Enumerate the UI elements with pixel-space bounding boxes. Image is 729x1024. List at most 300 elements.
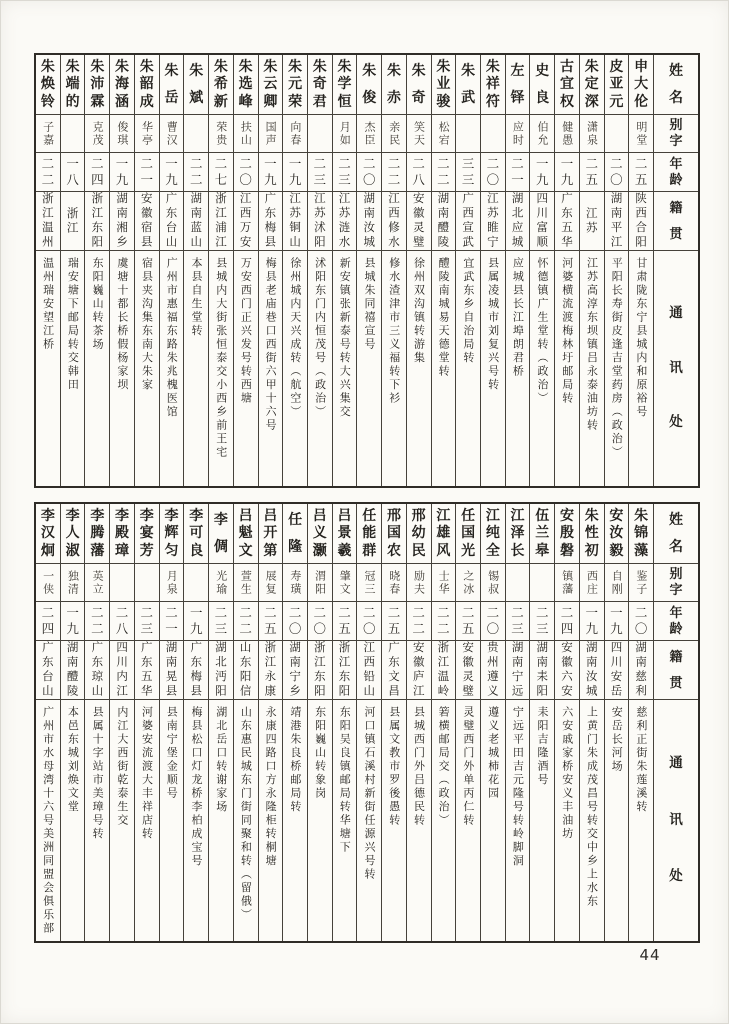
entry-address: 宁远平田吉元隆号转岭脚洞 [511,706,525,868]
entry-address: 县属凌城市刘复兴号转 [486,257,500,392]
entry-origin: 江西修水 [382,192,406,251]
entry-age: 二 〇 [357,153,381,192]
entry-name: 李 宴 芳 [135,504,159,564]
entry-column [84,504,109,941]
entry-origin: 四川富顺 [530,192,554,251]
entry-column [307,55,332,486]
entry-column [282,55,307,486]
entry-zi: 肇文 [333,564,357,602]
entry-zi [61,115,85,153]
header-column [653,55,698,486]
entry-zi: 士华 [432,564,456,602]
entry-address: 沭阳东门内恒茂号（政治） [313,257,327,419]
entry-origin: 安徽六安 [555,641,579,700]
entry-zi: 荣贵 [209,115,233,153]
entry-name: 史 良 [530,55,554,115]
entry-name: 朱 沛 霖 [85,55,109,115]
entry-name: 李 可 良 [184,504,208,564]
entry-age: 一 九 [530,153,554,192]
entry-origin: 陕西合阳 [629,192,653,251]
entry-age: 二 八 [110,602,134,641]
entry-address: 六安戚家桥安义丰油坊 [560,706,574,841]
entry-zi: 健愚 [555,115,579,153]
entry-address: 虞塘十都长桥假杨家坝 [115,257,129,392]
entry-address: 甘肃陇东宁县城内和原裕号 [634,257,648,419]
directory-table-top [34,53,700,488]
entry-origin: 山东阳信 [234,641,258,700]
entry-age: 二 二 [407,602,431,641]
entry-address: 箬横邮局交（政治） [437,706,451,828]
entry-age: 二 三 [530,602,554,641]
page-number: 44 [639,946,661,964]
entry-column [431,504,456,941]
entry-address: 东阳巍山转茶场 [91,257,105,352]
entry-origin: 广东五华 [555,192,579,251]
entry-column [628,55,653,486]
entry-zi [456,115,480,153]
entry-address: 瑞安塘下邮局转交韩田 [66,257,80,392]
entry-address: 耒阳吉隆酒号 [536,706,550,787]
entry-origin: 安徽灵璧 [456,641,480,700]
entry-address: 安岳长河场 [610,706,624,774]
entry-name: 朱 焕 铃 [36,55,60,115]
entry-origin: 湖北应城 [506,192,530,251]
entry-column [60,55,85,486]
entry-address: 醴陵南城易天德堂转 [437,257,451,379]
entry-zi: 明堂 [629,115,653,153]
zi-header: 别 字 [654,564,698,602]
entry-name: 朱 武 [456,55,480,115]
entry-name: 朱 奇 君 [308,55,332,115]
entry-column [258,55,283,486]
entry-age: 二 〇 [629,602,653,641]
entry-zi: 华亭 [135,115,159,153]
zi-header: 别 字 [654,115,698,153]
entry-zi: 国声 [259,115,283,153]
entry-name: 李 腾 藩 [85,504,109,564]
entry-origin: 湖南醴陵 [61,641,85,700]
entry-origin: 湖南汝城 [580,641,604,700]
entry-zi [530,564,554,602]
entry-age: 二 五 [580,153,604,192]
entry-column [36,504,60,941]
entry-name: 李 倜 [209,504,233,564]
entry-column [628,504,653,941]
entry-name: 吕 开 第 [259,504,283,564]
entry-name: 申 大 伦 [629,55,653,115]
entry-name: 朱 斌 [184,55,208,115]
entry-age: 二 五 [456,602,480,641]
entry-name: 江 纯 全 [481,504,505,564]
entry-age: 二 八 [407,153,431,192]
entry-zi [184,115,208,153]
entry-name: 朱 祥 符 [481,55,505,115]
entry-age: 二 一 [160,602,184,641]
entry-column [480,504,505,941]
entry-name: 任 国 光 [456,504,480,564]
entry-age: 二 二 [85,602,109,641]
entry-age: 二 〇 [308,602,332,641]
entry-address: 县属十字站市美璋号转 [91,706,105,841]
entry-zi: 一侠 [36,564,60,602]
entry-zi: 伯允 [530,115,554,153]
entry-column [208,504,233,941]
entry-address: 河口镇石溪村新街任源兴号转 [363,706,376,882]
entry-address: 梅县松口灯龙桥李柏成宝号 [189,706,203,868]
entry-address: 梅县老庙巷口西街六甲十六号 [264,257,278,433]
entry-age: 二 四 [85,153,109,192]
entry-name: 朱 选 峰 [234,55,258,115]
entry-column [233,504,258,941]
entry-zi: 向春 [283,115,307,153]
entry-age: 二 三 [308,153,332,192]
entry-name: 任 隆 [283,504,307,564]
entry-origin: 安徽宿县 [135,192,159,251]
entry-column [381,55,406,486]
entry-column [183,55,208,486]
entry-name: 朱 韶 成 [135,55,159,115]
entry-address: 平阳长寿街皮逢吉堂药房（政治） [610,257,624,460]
entry-name: 左 铎 [506,55,530,115]
entry-column [554,504,579,941]
entry-name: 朱 希 新 [209,55,233,115]
entry-address: 县城朱同禧宣号 [363,257,376,352]
entry-age: 二 〇 [605,153,629,192]
entry-origin: 浙江东阳 [333,641,357,700]
entry-address: 县城内大街张恒泰交小西乡前王宅 [214,257,228,460]
entry-address: 灵璧西门外单丙仁转 [461,706,475,828]
entry-age: 二 二 [382,153,406,192]
entry-age: 一 九 [184,602,208,641]
entry-zi: 克茂 [85,115,109,153]
entry-address: 河婆横流渡梅林圩邮局转 [560,257,574,406]
entry-origin: 江苏铜山 [283,192,307,251]
entry-address: 靖港朱良桥邮局转 [288,706,302,814]
entry-column [208,55,233,486]
entry-name: 江 雄 风 [432,504,456,564]
entry-age: 一 九 [160,153,184,192]
entry-column [134,504,159,941]
entry-zi: 扶山 [234,115,258,153]
entry-age: 二 三 [333,153,357,192]
entry-name: 朱 性 初 [580,504,604,564]
entry-age: 一 九 [61,602,85,641]
entry-address: 县属文教市罗後愚转 [387,706,401,828]
entry-name: 安 殷 磐 [555,504,579,564]
entry-name: 朱 海 涵 [110,55,134,115]
entry-zi: 英立 [85,564,109,602]
entry-column [455,504,480,941]
entry-name: 江 泽 长 [506,504,530,564]
entry-age: 二 三 [135,602,159,641]
entry-address: 内江大西街乾泰生交 [115,706,129,828]
entry-age: 二 二 [432,153,456,192]
entry-zi: 俊琪 [110,115,134,153]
entry-zi: 晓春 [382,564,406,602]
entry-zi [308,115,332,153]
entry-zi: 曹汉 [160,115,184,153]
entry-origin: 浙江 [61,192,85,251]
entry-address: 遵义老城柿花园 [486,706,500,801]
entry-zi [605,115,629,153]
entry-column [282,504,307,941]
origin-header: 籍 贯 [654,192,698,251]
entry-origin: 湖南耒阳 [530,641,554,700]
entry-address: 万安西门正兴发号转西塘 [239,257,253,406]
entry-zi: 笑天 [407,115,431,153]
entry-zi: 萱生 [234,564,258,602]
entry-zi [110,564,134,602]
entry-address: 湖北岳口转谢家场 [214,706,228,814]
entry-zi: 鉴子 [629,564,653,602]
entry-address: 新安镇张新泰号转大兴集交 [338,257,352,419]
entry-column [579,504,604,941]
entry-column [505,55,530,486]
entry-zi: 月如 [333,115,357,153]
entry-origin: 浙江温州 [36,192,60,251]
entry-age: 一 九 [259,153,283,192]
entry-name: 李 汉 炯 [36,504,60,564]
entry-address: 县城西门外吕德民转 [412,706,426,828]
entry-address: 县南宁堡金顺号 [165,706,179,801]
entry-address: 本县自生堂转 [189,257,203,338]
entry-column [529,55,554,486]
entry-column [406,504,431,941]
entry-address: 江苏高淳东坝镇吕永泰油坊转 [585,257,599,433]
entry-origin: 湖南平江 [605,192,629,251]
entry-column [332,504,357,941]
entry-origin: 湖南汝城 [357,192,381,251]
entry-name: 任 能 群 [357,504,381,564]
entry-origin: 安徽庐江 [407,641,431,700]
entry-address: 徐州城内天兴成转（航空） [288,257,302,419]
entry-age: 二 三 [506,602,530,641]
entry-zi: 励夫 [407,564,431,602]
entry-age: 二 〇 [357,602,381,641]
entry-column [258,504,283,941]
entry-age: 二 七 [209,153,233,192]
entry-address: 徐州双沟镇转游集 [412,257,426,365]
entry-age: 二 〇 [234,153,258,192]
entry-name: 朱 云 卿 [259,55,283,115]
entry-origin: 安徽灵璧 [407,192,431,251]
name-header: 姓 名 [654,55,698,115]
entry-origin: 广东五华 [135,641,159,700]
entry-column [505,504,530,941]
entry-origin: 湖南宁乡 [283,641,307,700]
entry-zi: 展复 [259,564,283,602]
entry-column [109,504,134,941]
entry-age: 二 二 [184,153,208,192]
entry-zi [506,564,530,602]
entry-age: 二 二 [432,602,456,641]
entry-name: 朱 俊 [357,55,381,115]
entry-zi [135,564,159,602]
entry-origin: 湖北沔阳 [209,641,233,700]
entry-origin: 广西宣武 [456,192,480,251]
entry-column [455,55,480,486]
entry-name: 李 辉 匀 [160,504,184,564]
entry-origin: 广东文昌 [382,641,406,700]
entry-age: 二 五 [382,602,406,641]
entry-column [381,504,406,941]
entry-column [431,55,456,486]
entry-origin: 湖南宁远 [506,641,530,700]
entry-age: 二 五 [333,602,357,641]
entry-origin: 浙江东阳 [308,641,332,700]
entry-name: 朱 岳 [160,55,184,115]
entry-zi: 渭阳 [308,564,332,602]
entry-column [579,55,604,486]
entry-zi: 潇泉 [580,115,604,153]
entry-name: 邢 幼 民 [407,504,431,564]
entry-age: 一 九 [110,153,134,192]
entry-origin: 江西万安 [234,192,258,251]
entry-origin: 四川内江 [110,641,134,700]
entry-origin: 江苏涟水 [333,192,357,251]
entry-age: 二 三 [209,602,233,641]
entry-origin: 江苏沭阳 [308,192,332,251]
entry-column [356,504,381,941]
entry-address: 温州瑞安望江桥 [41,257,55,352]
name-header: 姓 名 [654,504,698,564]
entry-column [233,55,258,486]
entry-name: 古 宜 权 [555,55,579,115]
entry-origin: 江西铅山 [357,641,381,700]
entry-age: 二 一 [135,153,159,192]
age-header: 年 龄 [654,153,698,192]
entry-name: 朱 元 荣 [283,55,307,115]
entry-origin: 广东梅县 [184,641,208,700]
entry-address: 本邑东城刘焕文堂 [66,706,80,814]
entry-zi: 光瑜 [209,564,233,602]
entry-origin: 湖南醴陵 [432,192,456,251]
entry-age: 一 九 [580,602,604,641]
entry-origin: 浙江温岭 [432,641,456,700]
entry-age: 二 一 [506,153,530,192]
address-header: 通 讯 处 [669,755,683,885]
entry-age: 二 四 [36,602,60,641]
entry-age: 二 二 [36,153,60,192]
entry-zi: 应时 [506,115,530,153]
entry-zi: 自刚 [605,564,629,602]
entry-zi: 独清 [61,564,85,602]
entry-origin: 湖南湘乡 [110,192,134,251]
entry-age: 一 九 [555,153,579,192]
entry-column [159,55,184,486]
entry-name: 李 人 淑 [61,504,85,564]
entry-origin: 四川安岳 [605,641,629,700]
entry-zi: 之冰 [456,564,480,602]
entry-origin: 浙江浦江 [209,192,233,251]
entry-column [529,504,554,941]
entry-age: 一 九 [605,602,629,641]
entry-column [332,55,357,486]
age-header: 年 龄 [654,602,698,641]
entry-column [60,504,85,941]
entry-name: 朱 奇 [407,55,431,115]
entry-age: 二 二 [234,602,258,641]
entry-origin: 江苏睢宁 [481,192,505,251]
entry-age: 一 九 [283,153,307,192]
entry-name: 伍 兰 皋 [530,504,554,564]
entry-column [159,504,184,941]
entry-name: 安 汝 毅 [605,504,629,564]
entry-name: 朱 端 的 [61,55,85,115]
entry-column [604,55,629,486]
entry-age: 二 〇 [481,153,505,192]
entry-origin: 广东台山 [36,641,60,700]
entry-name: 吕 景 羲 [333,504,357,564]
entry-address: 上黄门朱成茂昌号转交中乡上水东 [585,706,599,909]
entry-address: 广州市水母湾十六号美洲同盟会俱乐部 [41,706,55,936]
entry-name: 朱 锦 藻 [629,504,653,564]
entry-age: 二 五 [259,602,283,641]
entry-origin: 湖南慈利 [629,641,653,700]
entry-zi [481,115,505,153]
entry-origin: 湖南晃县 [160,641,184,700]
entry-age: 二 〇 [481,602,505,641]
entry-address: 东阳巍山转象岗 [313,706,327,801]
entry-origin: 广东台山 [160,192,184,251]
entry-address: 怀德镇广生堂转（政治） [536,257,550,406]
entry-zi: 杰臣 [357,115,381,153]
entry-address: 宜武东乡自治局转 [461,257,475,365]
entry-address: 修水渣津市三义福转下衫 [387,257,401,406]
entry-name: 皮 亚 元 [605,55,629,115]
entry-zi: 松宕 [432,115,456,153]
entry-age: 二 〇 [283,602,307,641]
entry-zi: 亲民 [382,115,406,153]
entry-age: 二 四 [555,602,579,641]
entry-age: 三 三 [456,153,480,192]
entry-address: 永康四路口方永隆柜转桐塘 [264,706,278,868]
origin-header: 籍 贯 [654,641,698,700]
entry-address: 宿县夹沟集东南大朱家 [140,257,154,392]
entry-zi: 镇藩 [555,564,579,602]
entry-origin: 广东梅县 [259,192,283,251]
entry-column [36,55,60,486]
entry-origin: 贵州遵义 [481,641,505,700]
header-column [653,504,698,941]
entry-name: 吕 魁 文 [234,504,258,564]
entry-address: 东阳吴良镇邮局转华塘下 [338,706,352,855]
entry-age: 一 八 [61,153,85,192]
directory-table-bottom [34,502,700,943]
entry-name: 朱 赤 [382,55,406,115]
entry-name: 朱 学 恒 [333,55,357,115]
entry-age: 二 五 [629,153,653,192]
entry-name: 吕 义 灏 [308,504,332,564]
entry-column [183,504,208,941]
entry-zi: 寿璜 [283,564,307,602]
entry-name: 邢 国 农 [382,504,406,564]
entry-address: 广州市惠福东路朱兆槐医馆 [165,257,179,419]
address-header: 通 讯 处 [669,305,683,431]
entry-column [84,55,109,486]
entry-column [134,55,159,486]
entry-column [109,55,134,486]
entry-address: 河婆安流渡大丰祥店转 [140,706,154,841]
entry-address: 慈利正街朱莲溪转 [634,706,648,814]
entry-origin: 广东琼山 [85,641,109,700]
entry-column [604,504,629,941]
entry-zi: 锡叔 [481,564,505,602]
entry-address: 应城县长江埠朗君桥 [511,257,525,379]
entry-name: 朱 定 深 [580,55,604,115]
entry-origin: 浙江东阳 [85,192,109,251]
entry-column [356,55,381,486]
